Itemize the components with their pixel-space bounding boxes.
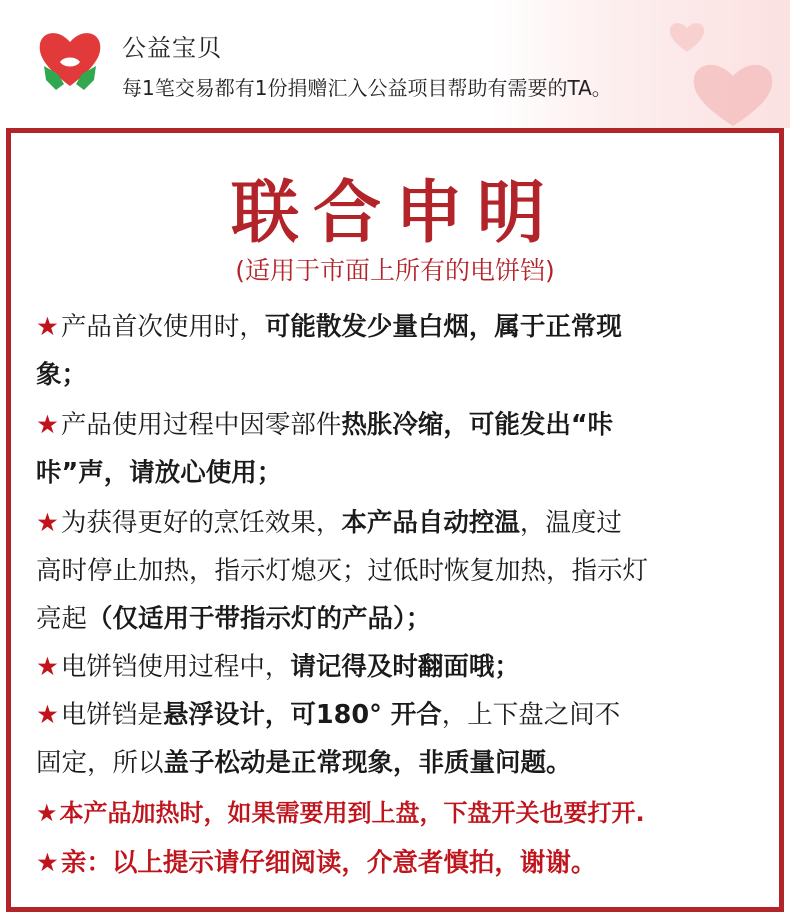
red-star-icon: ★ [36, 700, 59, 730]
notice-text: ，温度过 [519, 508, 622, 538]
statement-scope: (适用于市面上所有的电饼铛) [235, 256, 555, 285]
notice-text: 电饼铛使用过程中， [60, 652, 291, 682]
red-star-icon: ★ [36, 848, 59, 878]
red-star-icon: ★ [36, 508, 59, 538]
notice-text: 为获得更好的烹饪效果， [60, 508, 342, 538]
statement-heading: 联合申明 [230, 173, 559, 253]
notice-text: 产品首次使用时， [60, 312, 265, 342]
notice-text-bold: 热胀冷缩，可能发出“咔 [341, 410, 614, 440]
charity-banner [0, 0, 790, 128]
notice-text-red: 本产品加热时，如果需要用到上盘，下盘开关也要打开. [59, 799, 645, 827]
notice-item [36, 789, 776, 837]
notice-text-bold: 咔”声，请放心使用； [36, 458, 283, 488]
notice-text: 亮起 [36, 604, 88, 634]
notice-text-bold: 悬浮设计，可180° 开合 [162, 700, 442, 730]
notice-text: 电饼铛是 [60, 700, 163, 730]
notice-text-bold: （仅适用于带指示灯的产品）； [87, 604, 432, 634]
notice-text: ，上下盘之间不 [441, 700, 621, 730]
notice-text: 高时停止加热，指示灯熄灭；过低时恢复加热，指示灯 [36, 556, 649, 586]
banner-subtitle: 每1笔交易都有1份捐赠汇入公益项目帮助有需要的TA。 [122, 76, 612, 100]
charity-heart-logo-icon [36, 26, 104, 96]
notice-text-bold: 盖子松动是正常现象，非质量问题。 [163, 748, 572, 778]
notice-text-bold: 请记得及时翻面哦； [290, 652, 520, 682]
red-star-icon: ★ [36, 652, 59, 682]
notice-item [36, 499, 776, 643]
notice-text: 固定，所以 [36, 748, 164, 778]
decorative-heart-icon [690, 58, 776, 128]
notice-item [36, 303, 776, 399]
red-star-icon: ★ [36, 410, 59, 440]
notice-text-bold: 象； [36, 360, 88, 390]
joint-statement-panel [6, 128, 784, 912]
notice-item [36, 691, 776, 787]
notice-item [36, 643, 776, 691]
notice-text-red: 亲：以上提示请仔细阅读，介意者慎拍，谢谢。 [60, 848, 597, 878]
banner-title: 公益宝贝 [122, 34, 222, 62]
decorative-heart-icon [668, 20, 706, 54]
notice-item [36, 839, 776, 887]
red-star-icon: ★ [36, 799, 58, 827]
notice-item [36, 401, 776, 497]
red-star-icon: ★ [36, 312, 59, 342]
notice-text-bold: 本产品自动控温 [341, 508, 520, 538]
notice-text-bold: 可能散发少量白烟，属于正常现 [264, 312, 622, 342]
notice-text: 产品使用过程中因零部件 [60, 410, 342, 440]
